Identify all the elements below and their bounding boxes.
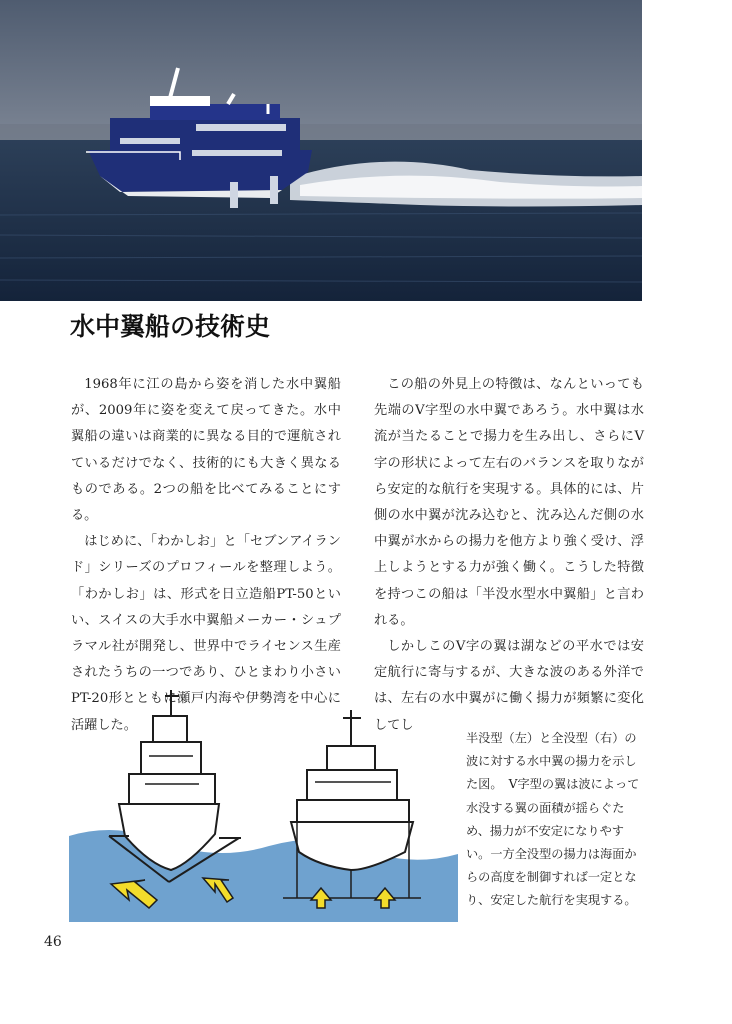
paragraph: 1968年に江の島から姿を消した水中翼船が、2009年に姿を変えて戻ってきた。水中翼船の違いは商業的に異なる目的で運航されているだけでなく、技術的にも大きく異なるものである。2つの船を比べてみることにする。 <box>71 377 341 524</box>
body-column-right <box>374 372 644 739</box>
page-number: 46 <box>44 934 62 950</box>
paragraph: しかしこのV字の翼は湖などの平水では安定航行に寄与するが、大きな波のある外洋では、左右の水中翼がに働く揚力が頻繁に変化してし <box>374 639 644 733</box>
paragraph: はじめに、「わかしお」と「セブンアイランド」シリーズのプロフィールを整理しよう。「わかしお」は、形式を日立造船PT-50といい、スイスの大手水中翼船メーカー・シュプラマル社が開発し、世界中でライセンス生産されたうちの一つであり、ひとまわり小さいPT-20形とともに瀬戸内海や伊勢湾を中心に活躍した。 <box>71 534 341 733</box>
hero-photo <box>0 0 642 301</box>
ship-photo <box>0 0 642 301</box>
figure-caption: 半没型（左）と全没型（右）の波に対する水中翼の揚力を示した図。 V字型の翼は波によって水没する翼の面積が揺らぐため、揚力が不安定になりやすい。一方全没型の揚力は海面からの高度を制御すれば一定となり、安定した航行を実現する。 <box>466 731 640 908</box>
hydrofoil-illustration <box>69 686 458 922</box>
body-column-left <box>71 372 341 739</box>
hydrofoil-diagram <box>69 686 458 922</box>
page-title: 水中翼船の技術史 <box>70 312 271 341</box>
paragraph: この船の外見上の特徴は、なんといっても先端のV字型の水中翼であろう。水中翼は水流が当たることで揚力を生み出し、さらにV字の形状によって左右のバランスを取りながら安定的な航行を実現する。具体的には、片側の水中翼が沈み込むと、沈み込んだ側の水中翼が水からの揚力を他方より強く受け、浮上しようとする力が強く働く。こうした特徴を持つこの船は「半没水型水中翼船」と言われる。 <box>374 377 644 628</box>
